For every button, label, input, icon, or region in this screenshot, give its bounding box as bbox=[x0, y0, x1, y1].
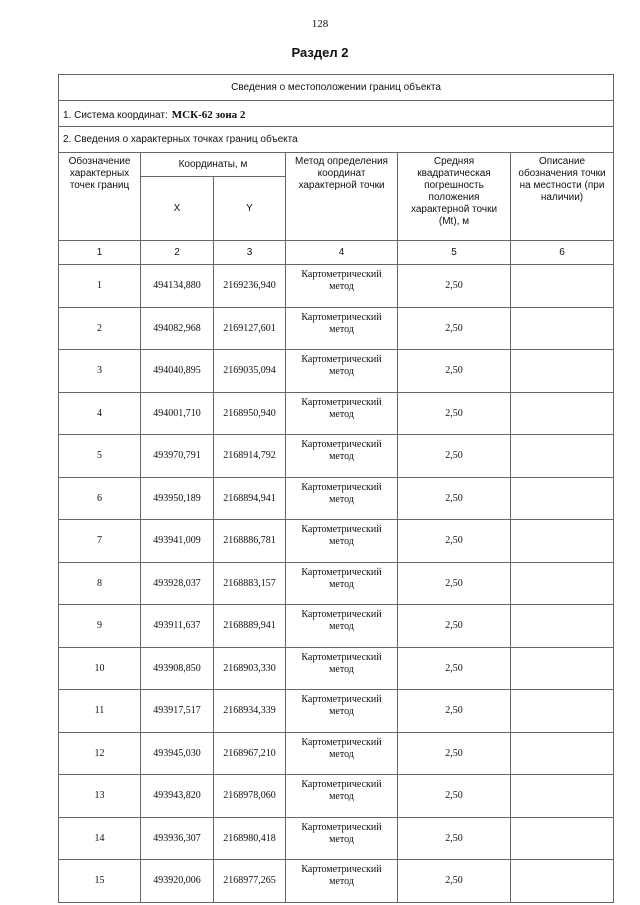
section-title: Раздел 2 bbox=[291, 45, 349, 60]
header-y: Y bbox=[214, 177, 286, 241]
column-number: 2 bbox=[141, 241, 214, 265]
table-row bbox=[59, 435, 614, 478]
point-number: 1 bbox=[59, 265, 141, 308]
accuracy-mt: 2,50 bbox=[398, 265, 511, 308]
table-row bbox=[59, 817, 614, 860]
header-row-1 bbox=[59, 153, 614, 177]
header-description: Описание обозначения точки на местности (при наличии) bbox=[511, 153, 614, 241]
point-number: 10 bbox=[59, 647, 141, 690]
method: Картометрический метод bbox=[286, 392, 398, 435]
column-number: 5 bbox=[398, 241, 511, 265]
point-number: 7 bbox=[59, 520, 141, 563]
coord-x: 493950,189 bbox=[141, 477, 214, 520]
point-number: 4 bbox=[59, 392, 141, 435]
point-description bbox=[511, 690, 614, 733]
coord-x: 494134,880 bbox=[141, 265, 214, 308]
coord-x: 494040,895 bbox=[141, 350, 214, 393]
accuracy-mt: 2,50 bbox=[398, 562, 511, 605]
point-description bbox=[511, 265, 614, 308]
accuracy-mt: 2,50 bbox=[398, 605, 511, 648]
point-description bbox=[511, 307, 614, 350]
accuracy-mt: 2,50 bbox=[398, 647, 511, 690]
accuracy-mt: 2,50 bbox=[398, 690, 511, 733]
point-number: 3 bbox=[59, 350, 141, 393]
point-number: 9 bbox=[59, 605, 141, 648]
points-heading: 2. Сведения о характерных точках границ объекта bbox=[59, 127, 614, 153]
coord-y: 2168980,418 bbox=[214, 817, 286, 860]
table-row bbox=[59, 307, 614, 350]
coord-x: 493917,517 bbox=[141, 690, 214, 733]
point-description bbox=[511, 350, 614, 393]
column-number: 6 bbox=[511, 241, 614, 265]
coord-y: 2169236,940 bbox=[214, 265, 286, 308]
point-number: 13 bbox=[59, 775, 141, 818]
coord-x: 493920,006 bbox=[141, 860, 214, 903]
method: Картометрический метод bbox=[286, 817, 398, 860]
point-number: 11 bbox=[59, 690, 141, 733]
point-description bbox=[511, 860, 614, 903]
table-title: Сведения о местоположении границ объекта bbox=[59, 75, 614, 101]
method: Картометрический метод bbox=[286, 477, 398, 520]
method: Картометрический метод bbox=[286, 690, 398, 733]
column-number: 4 bbox=[286, 241, 398, 265]
coord-x: 493970,791 bbox=[141, 435, 214, 478]
point-description bbox=[511, 477, 614, 520]
coord-y: 2168894,941 bbox=[214, 477, 286, 520]
point-description bbox=[511, 732, 614, 775]
coord-x: 493908,850 bbox=[141, 647, 214, 690]
table-row bbox=[59, 520, 614, 563]
method: Картометрический метод bbox=[286, 775, 398, 818]
point-description bbox=[511, 817, 614, 860]
accuracy-mt: 2,50 bbox=[398, 477, 511, 520]
header-accuracy: Средняя квадратическая погрешность положения характерной точки (Mt), м bbox=[398, 153, 511, 241]
accuracy-mt: 2,50 bbox=[398, 817, 511, 860]
method: Картометрический метод bbox=[286, 860, 398, 903]
point-description bbox=[511, 435, 614, 478]
table-row bbox=[59, 775, 614, 818]
point-number: 15 bbox=[59, 860, 141, 903]
method: Картометрический метод bbox=[286, 732, 398, 775]
point-number: 12 bbox=[59, 732, 141, 775]
point-description bbox=[511, 775, 614, 818]
method: Картометрический метод bbox=[286, 265, 398, 308]
accuracy-mt: 2,50 bbox=[398, 775, 511, 818]
point-description bbox=[511, 520, 614, 563]
method: Картометрический метод bbox=[286, 307, 398, 350]
accuracy-mt: 2,50 bbox=[398, 520, 511, 563]
point-number: 14 bbox=[59, 817, 141, 860]
coord-x: 493941,009 bbox=[141, 520, 214, 563]
coord-y: 2168883,157 bbox=[214, 562, 286, 605]
method: Картометрический метод bbox=[286, 350, 398, 393]
point-number: 2 bbox=[59, 307, 141, 350]
coord-y: 2168978,060 bbox=[214, 775, 286, 818]
coord-x: 493945,030 bbox=[141, 732, 214, 775]
accuracy-mt: 2,50 bbox=[398, 350, 511, 393]
method: Картометрический метод bbox=[286, 435, 398, 478]
coord-system-row bbox=[59, 101, 614, 127]
coord-x: 493911,637 bbox=[141, 605, 214, 648]
coord-x: 494001,710 bbox=[141, 392, 214, 435]
boundary-points-table bbox=[58, 74, 614, 903]
coord-x: 493928,037 bbox=[141, 562, 214, 605]
header-method: Метод определения координат характерной точки bbox=[286, 153, 398, 241]
coord-y: 2168977,265 bbox=[214, 860, 286, 903]
coord-x: 494082,968 bbox=[141, 307, 214, 350]
coord-y: 2168889,941 bbox=[214, 605, 286, 648]
header-designation: Обозначение характерных точек границ bbox=[59, 153, 141, 241]
method: Картометрический метод bbox=[286, 520, 398, 563]
point-description bbox=[511, 647, 614, 690]
coord-x: 493936,307 bbox=[141, 817, 214, 860]
method: Картометрический метод bbox=[286, 562, 398, 605]
column-number: 3 bbox=[214, 241, 286, 265]
table-row bbox=[59, 477, 614, 520]
coord-y: 2168934,339 bbox=[214, 690, 286, 733]
accuracy-mt: 2,50 bbox=[398, 392, 511, 435]
coord-x: 493943,820 bbox=[141, 775, 214, 818]
table-row bbox=[59, 392, 614, 435]
table-row bbox=[59, 605, 614, 648]
coord-system-value: МСК-62 зона 2 bbox=[171, 108, 246, 121]
point-description bbox=[511, 605, 614, 648]
column-number-row bbox=[59, 241, 614, 265]
table-row bbox=[59, 690, 614, 733]
table-row bbox=[59, 647, 614, 690]
accuracy-mt: 2,50 bbox=[398, 307, 511, 350]
coord-y: 2169035,094 bbox=[214, 350, 286, 393]
header-x: X bbox=[141, 177, 214, 241]
coord-y: 2168950,940 bbox=[214, 392, 286, 435]
page-number: 128 bbox=[311, 18, 329, 30]
table-row bbox=[59, 562, 614, 605]
table-row bbox=[59, 350, 614, 393]
coord-y: 2168886,781 bbox=[214, 520, 286, 563]
accuracy-mt: 2,50 bbox=[398, 732, 511, 775]
table-row bbox=[59, 732, 614, 775]
coord-y: 2168914,792 bbox=[214, 435, 286, 478]
coord-y: 2169127,601 bbox=[214, 307, 286, 350]
table-row bbox=[59, 265, 614, 308]
points-heading-row bbox=[59, 127, 614, 153]
coord-system-cell bbox=[59, 101, 614, 127]
header-coordinates: Координаты, м bbox=[141, 153, 286, 177]
method: Картометрический метод bbox=[286, 647, 398, 690]
point-number: 8 bbox=[59, 562, 141, 605]
coord-system-label: 1. Система координат: bbox=[63, 109, 168, 121]
point-description bbox=[511, 392, 614, 435]
coord-y: 2168903,330 bbox=[214, 647, 286, 690]
accuracy-mt: 2,50 bbox=[398, 435, 511, 478]
column-number: 1 bbox=[59, 241, 141, 265]
table-row bbox=[59, 860, 614, 903]
method: Картометрический метод bbox=[286, 605, 398, 648]
point-description bbox=[511, 562, 614, 605]
point-number: 6 bbox=[59, 477, 141, 520]
accuracy-mt: 2,50 bbox=[398, 860, 511, 903]
coord-y: 2168967,210 bbox=[214, 732, 286, 775]
point-number: 5 bbox=[59, 435, 141, 478]
table-title-row bbox=[59, 75, 614, 101]
